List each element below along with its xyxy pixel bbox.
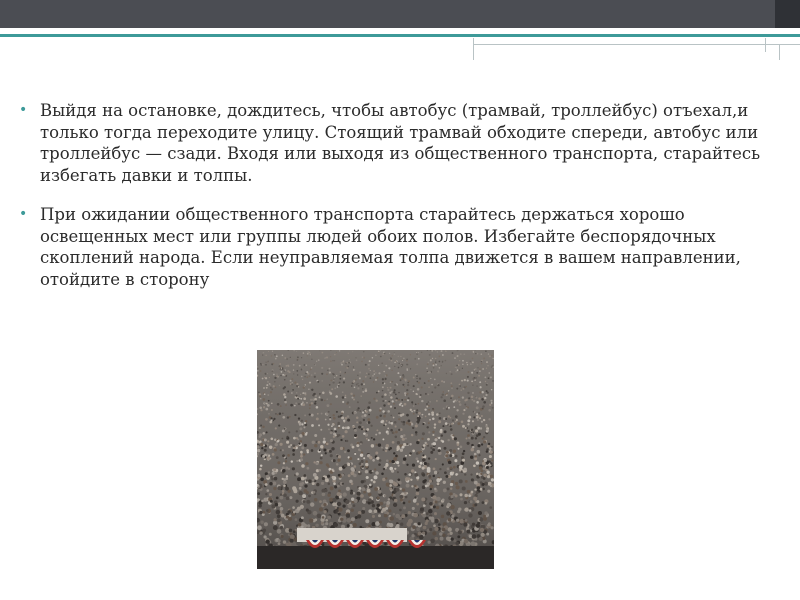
accent-rule bbox=[0, 34, 800, 37]
bullet-item bbox=[16, 204, 778, 290]
bullet-icon: • bbox=[19, 206, 28, 222]
header-band bbox=[0, 0, 800, 28]
decorative-line bbox=[473, 38, 474, 60]
crowd-photo-image bbox=[257, 350, 494, 569]
crowd-photo bbox=[257, 350, 494, 569]
bullet-text: При ожидании общественного транспорта старайтесь держаться хорошо освещенных мест или группы людей обоих полов. Избегайте беспорядочных скоплений народа. Если неуправляемая толпа движется в вашем направлении, отойдите в сторону bbox=[40, 205, 741, 289]
bullet-item bbox=[16, 100, 778, 186]
slide-body bbox=[16, 100, 778, 308]
decorative-line bbox=[473, 44, 800, 45]
decorative-line bbox=[765, 38, 766, 52]
header-corner-tab bbox=[775, 0, 800, 28]
bullet-text: Выйдя на остановке, дождитесь, чтобы автобус (трамвай, троллейбус) отъехал,и только тогда переходите улицу. Стоящий трамвай обходите спереди, автобус или троллейбус — сзади. Входя или выходя из общественного транспорта, старайтесь избегать давки и толпы. bbox=[40, 101, 761, 185]
decorative-line bbox=[779, 44, 780, 60]
bullet-icon: • bbox=[19, 102, 28, 118]
